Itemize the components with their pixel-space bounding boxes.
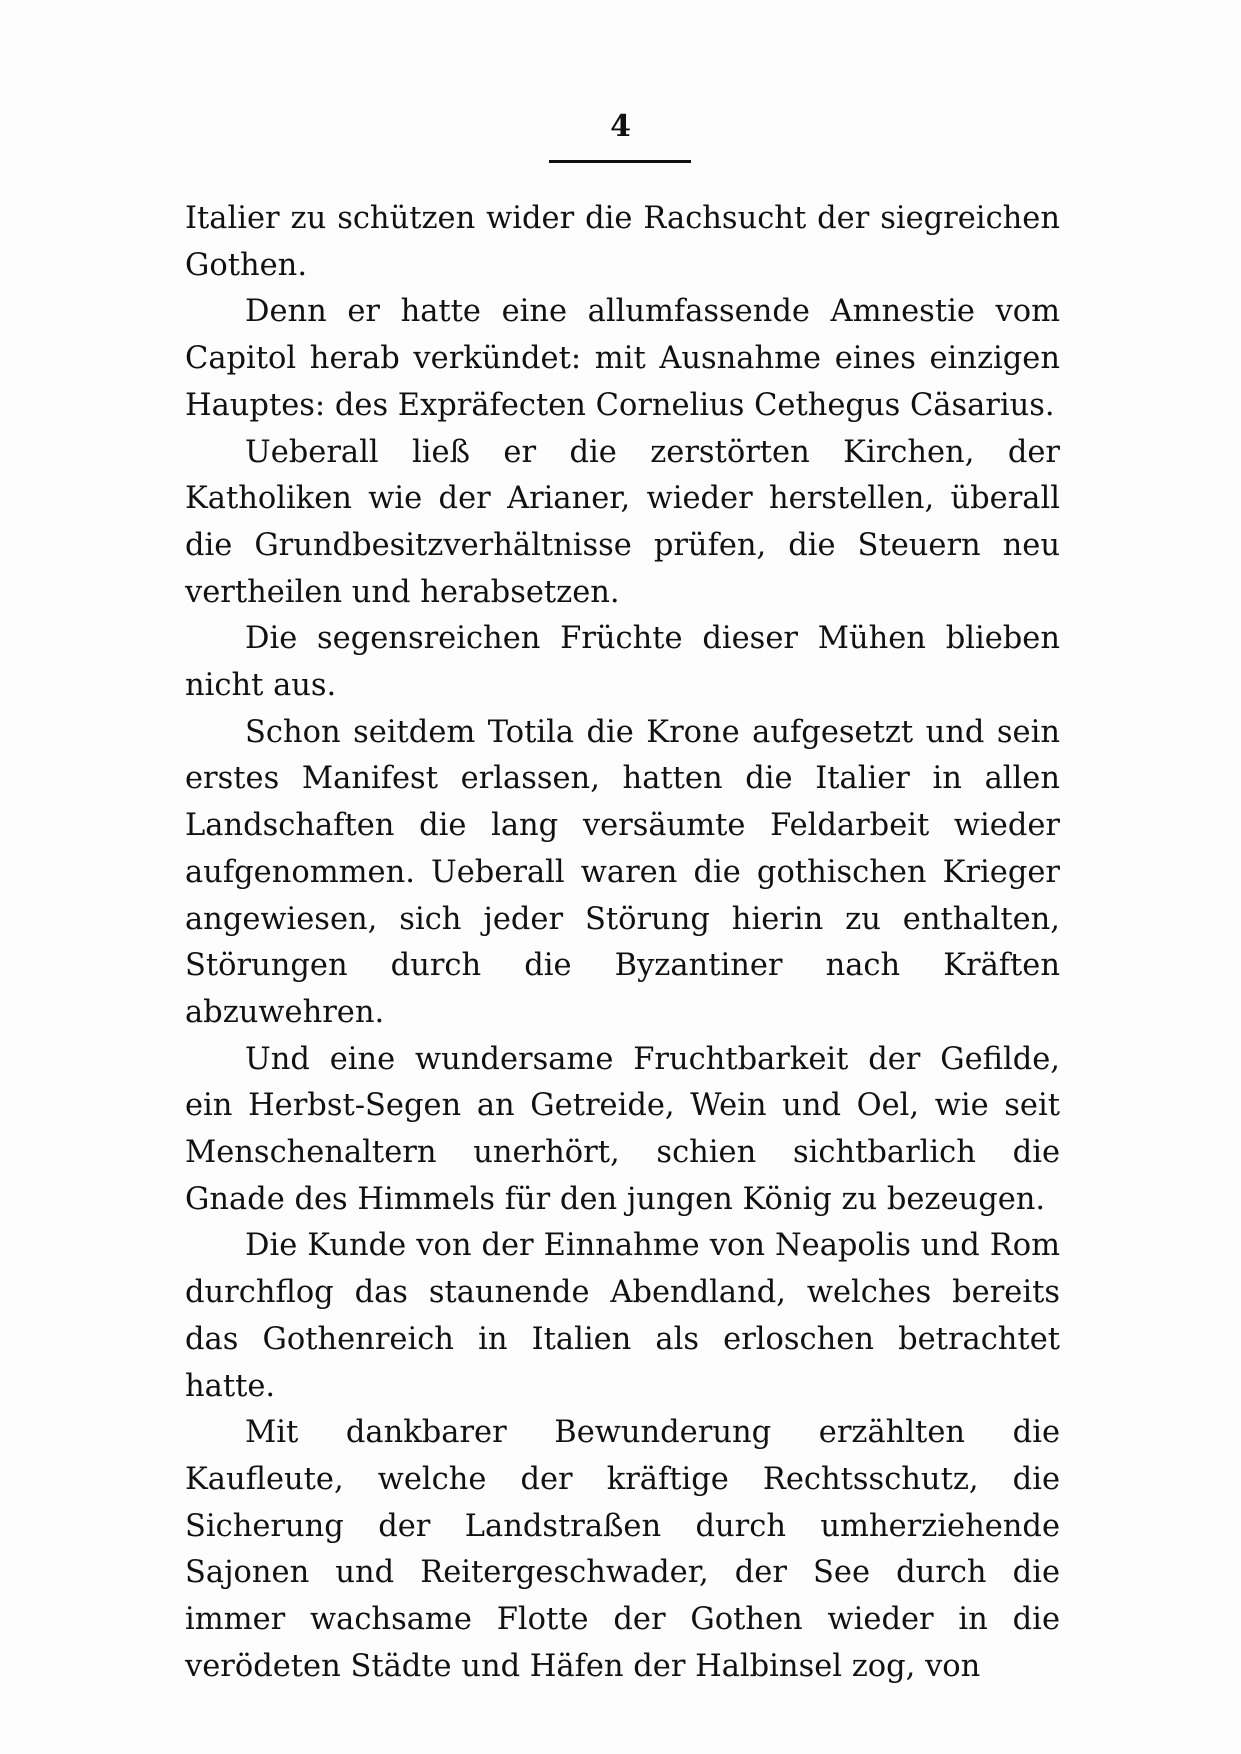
- body-text: [185, 196, 1060, 1691]
- paragraph-3: Ueberall ließ er die zerstörten Kirchen, der Katholiken wie der Arianer, wieder herstellen, überall die Grundbesitzverhältnisse prüfen, die Steuern neu vertheilen und herabsetzen.: [185, 434, 1060, 610]
- paragraph-2: Denn er hatte eine allumfassende Amnestie vom Capitol herab verkündet: mit Ausnahme eines einzigen Hauptes: des Expräfecten Cornelius Cethegus Cäsarius.: [185, 294, 1060, 423]
- paragraph-7: Die Kunde von der Einnahme von Neapolis und Rom durchflog das staunende Abendland, welches bereits das Gothenreich in Italien als erloschen betrachtet hatte.: [185, 1228, 1060, 1404]
- paragraph-4: Die segensreichen Früchte dieser Mühen blieben nicht aus.: [185, 621, 1060, 704]
- paragraph-8: Mit dankbarer Bewunderung erzählten die Kaufleute, welche der kräftige Rechtsschutz, die Sicherung der Landstraßen durch umherziehende Sajonen und Reitergeschwader, der See durch die immer wachsame Flotte der Gothen wieder in die verödeten Städte und Häfen der Halbinsel zog, von: [185, 1415, 1060, 1684]
- paragraph-6: Und eine wundersame Fruchtbarkeit der Gefilde, ein Herbst-Segen an Getreide, Wein und Oel, wie seit Menschenaltern unerhört, schien sichtbarlich die Gnade des Himmels für den jungen König zu bezeugen.: [185, 1041, 1060, 1217]
- paragraph-5: Schon seitdem Totila die Krone aufgesetzt und sein erstes Manifest erlassen, hatten die Italier in allen Landschaften die lang versäumte Feldarbeit wieder aufgenommen. Ueberall waren die gothischen Krieger angewiesen, sich jeder Störung hierin zu enthalten, Störungen durch die Byzantiner nach Kräften abzuwehren.: [185, 714, 1060, 1030]
- paragraph-1: Italier zu schützen wider die Rachsucht der siegreichen Gothen.: [185, 201, 1060, 283]
- page-number-rule: [549, 160, 691, 163]
- page-number: 4: [610, 109, 631, 144]
